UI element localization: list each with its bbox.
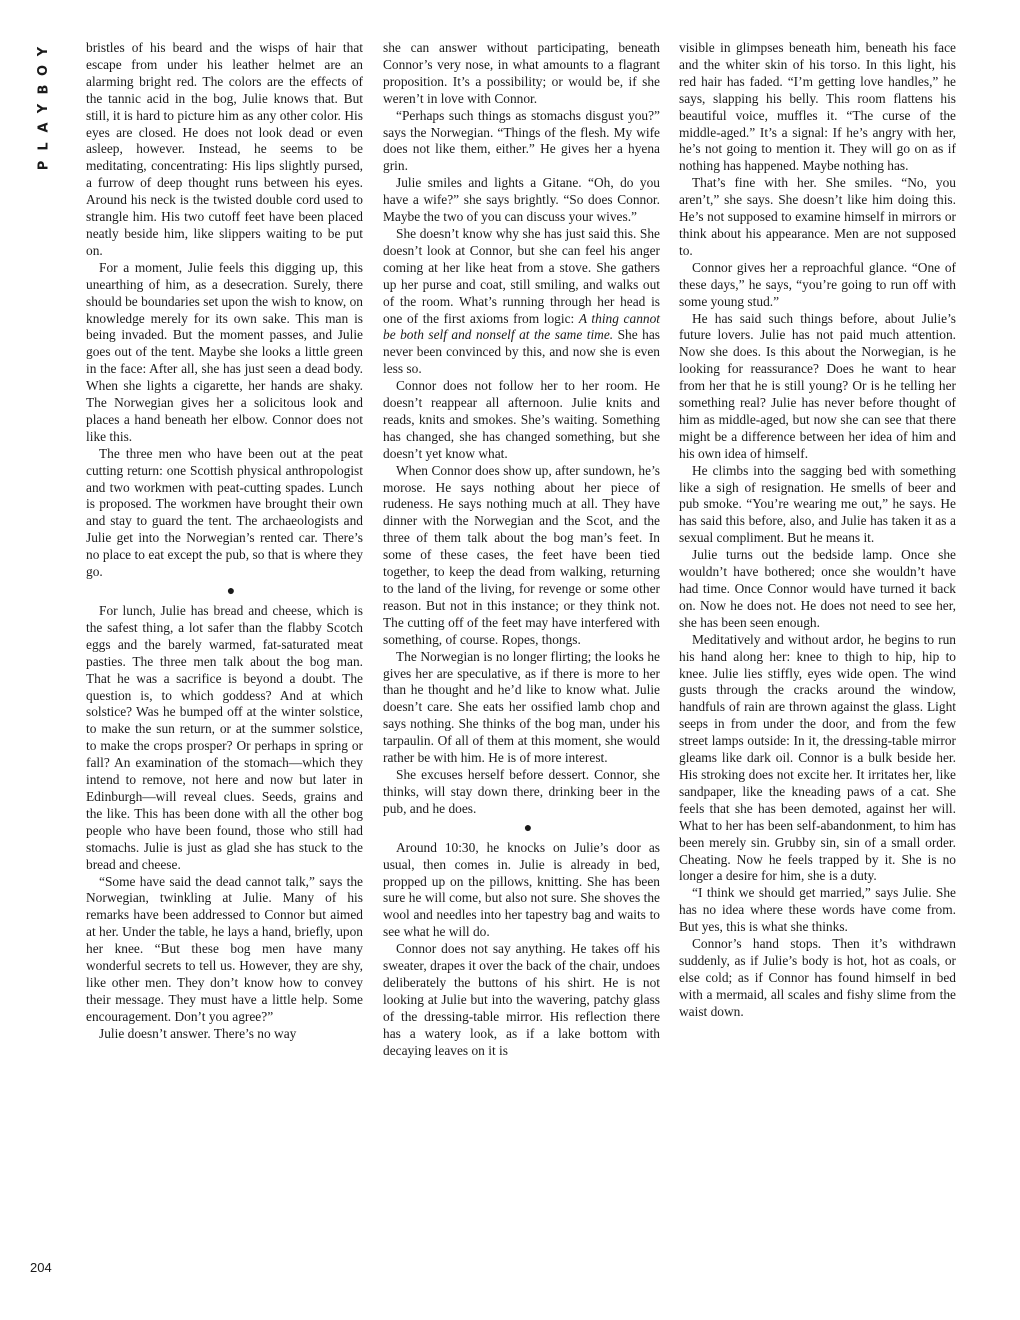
italic-axiom: A thing cannot be both self and nonself at the same time. bbox=[383, 310, 660, 343]
masthead-letter: L bbox=[36, 142, 52, 151]
body-paragraph: “I think we should get married,” says Julie. She has no idea where these words have come from. But yes, this is what she thinks. bbox=[679, 885, 956, 935]
continued-paragraph: bristles of his beard and the wisps of hair that escape from under his leather helmet are an alarming bright red. The colors are the effects of the tannic acid in the bog, Julie knows that. But still, it is hard to picture him as any other color. His eyes are closed. He does not look dead or even asleep, however. Instead, he seems to be meditating, concentrating: His lips slightly pursed, a furrow of deep thought runs between his eyes. Around his neck is the twisted double cord used to strangle him. His two cutoff feet have been placed neatly beside him, like slippers waiting to be put on. bbox=[86, 40, 363, 258]
body-paragraph: “Some have said the dead cannot talk,” says the Norwegian, twinkling at Julie. Many of his remarks have been addressed to Connor but aimed at her. Under the table, he lays a hand, briefly, upon her knee. “But these bog men have many wonderful secrets to tell us. However, they are shy, like other men. They don’t know how to convey their message. They must have a little help. Some encouragement. Don’t you agree?” bbox=[86, 873, 363, 1024]
masthead-letter: O bbox=[36, 64, 52, 77]
magazine-masthead bbox=[30, 42, 58, 175]
section-break-bullet: ● bbox=[226, 584, 236, 599]
body-paragraph: For a moment, Julie feels this digging up, this unearthing of him, as a desecration. Surely, there should be boundaries set upon the wish to know, on knowledge merely for its own sake. This man is being invaded. But the moment passes, and Julie goes out of the tent. Maybe she looks a little green in the face: After all, she has just seen a dead body. When she lights a cigarette, her hands are shaky. The Norwegian gives her a solicitous look and places a hand beneath her elbow. Connor does not like this. bbox=[86, 259, 363, 444]
continued-paragraph: visible in glimpses beneath him, beneath his face and the whiter skin of his torso. In this light, his red hair has faded. “I’m getting love handles,” he says, slapping his belly. This room flattens his beautiful voice, muffles it. “The curse of the middle-aged.” It’s a signal: If he’s angry with her, he’s not going to mention it. They will go on as if nothing has happened. Maybe nothing has. bbox=[679, 40, 956, 174]
text-column-3 bbox=[679, 40, 956, 1021]
body-paragraph: For lunch, Julie has bread and cheese, which is the safest thing, a lot safer than the flabby Scotch eggs and the barely warmed, fat-saturated meat pasties. The three men talk about the bog man. That he was a sacrifice is beyond a doubt. The question is, to which goddess? And at which solstice? Was he bumped off at the winter solstice, to make the sun return, or at the summer solstice, to make the crops prosper? Or perhaps in spring or fall? An examination of the stomach—which they intend to remove, not here and now but later in Edinburgh—will reveal clues. Seeds, grains and the like. This has been done with all the other bog people who have been found, those who still had stomachs. Julie is just as glad she has stuck to the bread and cheese. bbox=[86, 603, 363, 872]
body-paragraph: Connor’s hand stops. Then it’s withdrawn suddenly, as if Julie’s body is hot, hot as coals, or else cold; as if Connor has found himself in bed with a mermaid, all scales and fishy slime from the waist down. bbox=[679, 936, 956, 1019]
page-number: 204 bbox=[30, 1260, 52, 1275]
continued-paragraph: she can answer without participating, beneath Connor’s very nose, in what amounts to a flagrant proposition. It’s a possibility; or would be, if she weren’t in love with Connor. bbox=[383, 40, 660, 106]
body-paragraph: Julie smiles and lights a Gitane. “Oh, do you have a wife?” she says brightly. “So does Connor. Maybe the two of you can discuss your wives.” bbox=[383, 175, 660, 225]
body-paragraph: The Norwegian is no longer flirting; the looks he gives her are speculative, as if there is more to her than he thought and he’d like to know what. Julie doesn’t care. She eats her ossified lamb chop and says nothing. She thinks of the bog man, under his tarpaulin. Of all of them at this moment, she would rather be with him. He is of more interest. bbox=[383, 648, 660, 766]
body-paragraph: Julie doesn’t answer. There’s no way bbox=[99, 1025, 297, 1041]
body-paragraph: Connor does not follow her to her room. He doesn’t reappear all afternoon. Julie knits and reads, knits and smokes. She’s waiting. Something has changed, she has changed something, but she doesn’t yet know what. bbox=[383, 378, 660, 461]
masthead-letter: Y bbox=[36, 103, 52, 114]
section-break-bullet: ● bbox=[523, 820, 533, 836]
text-column-1 bbox=[86, 40, 363, 1043]
body-paragraph: Around 10:30, he knocks on Julie’s door as usual, then comes in. Julie is already in bed, propped up on the pillows, knitting. She has been sure he will come, but also not sure. She shoves the wool and needles into her tapestry bag and waits to see what he will do. bbox=[383, 839, 660, 940]
body-paragraph: Julie turns out the bedside lamp. Once she wouldn’t have bothered; once she wouldn’t have had time. Once Connor would have turned it back on. Now he does not. He does not need to see her, she has been seen enough. bbox=[679, 547, 956, 630]
masthead-letter: A bbox=[36, 122, 52, 133]
masthead-letter: P bbox=[36, 160, 52, 171]
body-paragraph: She doesn’t know why she has just said this. She doesn’t look at Connor, but she can feel his anger coming at her like heat from a stove. She gathers up her purse and coat, still smiling, and walks out of the room. What’s running through her head is one of the first axioms from logic: A thing cannot be both self and nonself at the same time. She has never been convinced by this, and now she is even less so. bbox=[383, 225, 660, 377]
body-paragraph: Meditatively and without ardor, he begins to run his hand along her: knee to thigh to hip, hip to knee. Julie lies stiffly, eyes wide open. The wind gusts through the cracks around the window, handfuls of rain are thrown against the glass. Light seeps in from under the door, and from the few street lamps outside: In it, the dressing-table mirror gleams like dark oil. Connor is a bulk beside her. His stroking does not excite her. It irritates her, like sandpaper, like the kneading paws of a cat. She feels that she has been demoted, against her will. What to her has been self-abandonment, to him has been merely sin. Grubby sin, sin of a small order. Cheating. Now he feels trapped by it. She is no longer a desire for him, she is a duty. bbox=[679, 631, 956, 884]
masthead-letter: B bbox=[36, 84, 52, 95]
body-paragraph: That’s fine with her. She smiles. “No, you aren’t,” she says. She doesn’t like him doing this. He’s not supposed to examine himself in mirrors or think about his appearance. Men are not supposed to. bbox=[679, 175, 956, 258]
body-paragraph: Connor does not say anything. He takes off his sweater, drapes it over the back of the chair, undoes deliberately the buttons of his shirt. He is not looking at Julie but into the wavering, patchy glass of the dressing-table mirror. His reflection there has a watery look, as if a lake bottom with decaying leaves on it is bbox=[383, 941, 660, 1058]
body-paragraph: Connor gives her a reproachful glance. “One of these days,” he says, “you’re going to run off with some young stud.” bbox=[679, 259, 956, 309]
body-paragraph: When Connor does show up, after sundown, he’s morose. He says nothing about her piece of rudeness. He says nothing much at all. They have dinner with the Norwegian and the Scot, and the three of them talk about the bog man’s feet. In some of these cases, the feet have been tied together, to keep the dead from walking, returning to the land of the living, for revenge or some other reason. But not in this instance; or they think not. The cutting off of the feet may have interfered with something, of course. Ropes, thongs. bbox=[383, 462, 660, 647]
text-column-2 bbox=[383, 40, 660, 1059]
body-paragraph: “Perhaps such things as stomachs disgust you?” says the Norwegian. “Things of the flesh. My wife does not like them, either.” He gives her a hyena grin. bbox=[383, 107, 660, 174]
masthead-letter: Y bbox=[36, 46, 52, 57]
body-paragraph: He climbs into the sagging bed with something like a sigh of resignation. He smells of beer and pub smoke. “You’re wearing me out,” he says. He has said this before, also, and Julie has taken it as a sexual compliment. But he means it. bbox=[679, 462, 956, 546]
body-paragraph: She excuses herself before dessert. Connor, she thinks, will stay down there, drinking beer in the pub, and he does. bbox=[383, 766, 660, 816]
body-paragraph: The three men who have been out at the peat cutting return: one Scottish physical anthropologist and two workmen with peat-cutting spades. Lunch is proposed. The workmen have brought their own and stay to guard the tent. The archaeologists and Julie get into the Norwegian’s rented car. There’s no place to eat except the pub, so that is where they go. bbox=[86, 445, 363, 580]
body-paragraph: He has said such things before, about Julie’s future lovers. Julie has not paid much attention. Now she does. Is this about the Norwegian, is he looking for reassurance? Does he want to hear from her that he is still young? Or is he telling her something real? Julie has never before thought of him as middle-aged, but now she can see that there might be a difference between her idea of him and his own idea of himself. bbox=[679, 310, 956, 461]
